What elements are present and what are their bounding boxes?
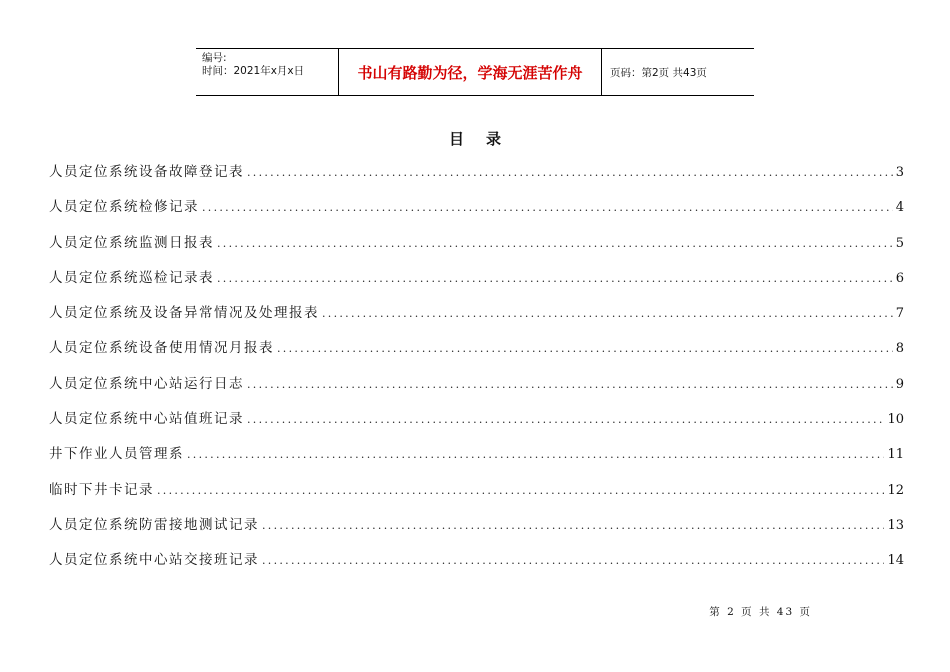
document-header — [196, 48, 754, 96]
toc-entry[interactable] — [49, 301, 904, 336]
toc-entry[interactable] — [49, 513, 904, 548]
toc-entry-page: 3 — [895, 165, 904, 180]
toc-entry-page: 10 — [887, 412, 904, 428]
toc-entry-title: 人员定位系统中心站值班记录 — [49, 411, 244, 428]
toc-entry[interactable] — [49, 336, 904, 371]
toc-entry-title: 井下作业人员管理系 — [49, 446, 184, 463]
toc-entry-title: 人员定位系统防雷接地测试记录 — [49, 516, 259, 533]
toc-entry[interactable] — [49, 548, 904, 583]
footer-page-number: 第 2 页 共 43 页 — [709, 606, 812, 618]
toc-dot-leader — [247, 378, 893, 391]
toc-entry-page: 5 — [895, 235, 904, 251]
toc-entry-page: 6 — [895, 270, 904, 286]
toc-entry[interactable] — [49, 195, 904, 230]
toc-dot-leader — [277, 342, 893, 355]
toc-title: 目录 — [448, 130, 523, 148]
toc-dot-leader — [247, 413, 884, 426]
toc-entry[interactable] — [49, 160, 904, 195]
toc-entry-title: 人员定位系统设备故障登记表 — [49, 164, 244, 180]
toc-entry[interactable] — [49, 266, 904, 301]
toc-dot-leader — [247, 166, 893, 179]
toc-dot-leader — [157, 484, 884, 497]
toc-dot-leader — [217, 237, 893, 250]
header-motto: 书山有路勤为径，学海无涯苦作舟 — [338, 49, 602, 95]
toc-entry-title: 人员定位系统设备使用情况月报表 — [49, 340, 274, 357]
toc-entry-page: 4 — [895, 200, 904, 216]
toc-entry-title: 人员定位系统及设备异常情况及处理报表 — [49, 305, 319, 322]
toc-entry-page: 11 — [887, 447, 904, 463]
toc-entry[interactable] — [49, 407, 904, 442]
toc-entry[interactable] — [49, 478, 904, 513]
toc-entry-page: 8 — [895, 341, 904, 357]
table-of-contents — [49, 160, 904, 584]
toc-entry-title: 人员定位系统中心站交接班记录 — [49, 552, 259, 569]
toc-dot-leader — [262, 519, 884, 532]
toc-dot-leader — [262, 554, 884, 567]
toc-dot-leader — [322, 307, 893, 320]
toc-entry-title: 人员定位系统监测日报表 — [49, 234, 214, 251]
toc-entry-page: 9 — [895, 376, 904, 392]
toc-entry[interactable] — [49, 372, 904, 407]
toc-entry-title: 人员定位系统检修记录 — [49, 199, 199, 216]
toc-dot-leader — [202, 201, 893, 214]
time-label: 时间：2021年x月x日 — [202, 65, 305, 77]
toc-entry-title: 人员定位系统巡检记录表 — [49, 269, 214, 286]
toc-dot-leader — [187, 448, 884, 461]
header-meta-cell — [196, 49, 338, 95]
toc-entry[interactable] — [49, 442, 904, 477]
toc-entry-title: 临时下井卡记录 — [49, 481, 154, 498]
toc-entry-page: 7 — [895, 306, 904, 322]
toc-entry-page: 13 — [887, 517, 904, 533]
toc-entry-title: 人员定位系统中心站运行日志 — [49, 375, 244, 392]
header-page-label: 页码：第2页 共43页 — [610, 66, 707, 79]
toc-entry-page: 12 — [887, 482, 904, 498]
toc-entry-page: 14 — [887, 553, 904, 569]
toc-dot-leader — [217, 272, 893, 285]
number-label: 编号: — [202, 52, 227, 64]
toc-entry[interactable] — [49, 231, 904, 266]
